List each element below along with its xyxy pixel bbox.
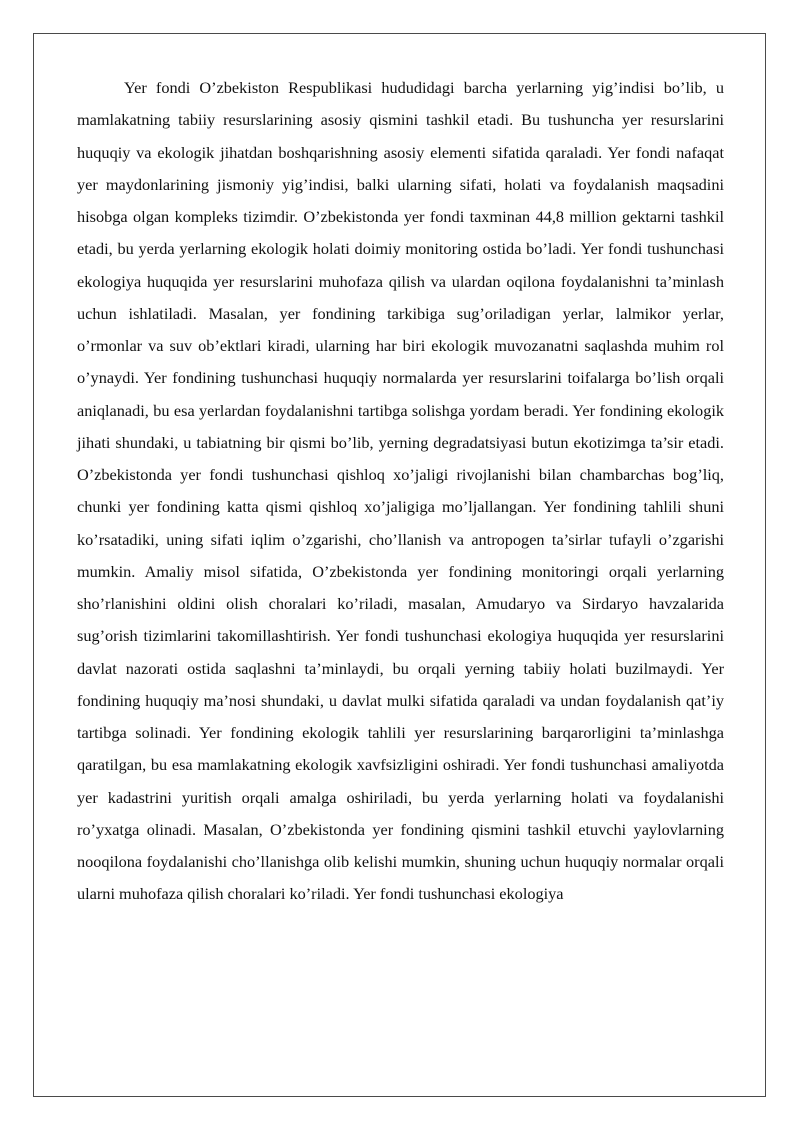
body-paragraph: Yer fondi O’zbekiston Respublikasi hududidagi barcha yerlarning yig’indisi bo’lib, u mamlakatning tabiiy resurslarining asosiy qismini tashkil etadi. Bu tushuncha yer resurslarini huquqiy va ekologik jihatdan boshqarishning asosiy elementi sifatida qaraladi. Yer fondi nafaqat yer maydonlarining jismoniy yig’indisi, balki ularning sifati, holati va foydalanish maqsadini hisobga olgan kompleks tizimdir. O’zbekistonda yer fondi taxminan 44,8 million gektarni tashkil etadi, bu yerda yerlarning ekologik holati doimiy monitoring ostida bo’ladi. Yer fondi tushunchasi ekologiya huquqida yer resurslarini muhofaza qilish va ulardan oqilona foydalanishni ta’minlash uchun ishlatiladi. Masalan, yer fondining tarkibiga sug’oriladigan yerlar, lalmikor yerlar, o’rmonlar va suv ob’ektlari kiradi, ularning har biri ekologik muvozanatni saqlashda muhim rol o’ynaydi. Yer fondining tushunchasi huquqiy normalarda yer resurslarini toifalarga bo’lish orqali aniqlanadi, bu esa yerlardan foydalanishni tartibga solishga yordam beradi. Yer fondining ekologik jihati shundaki, u tabiatning bir qismi bo’lib, yerning degradatsiyasi butun ekotizimga ta’sir etadi. O’zbekistonda yer fondi tushunchasi qishloq xo’jaligi rivojlanishi bilan chambarchas bog’liq, chunki yer fondining katta qismi qishloq xo’jaligiga mo’ljallangan. Yer fondining tahlili shuni ko’rsatadiki, uning sifati iqlim o’zgarishi, cho’llanish va antropogen ta’sirlar tufayli o’zgarishi mumkin. Amaliy misol sifatida, O’zbekistonda yer fondining monitoringi orqali yerlarning sho’rlanishini oldini olish choralari ko’riladi, masalan, Amudaryo va Sirdaryo havzalarida sug’orish tizimlarini takomillashtirish. Yer fondi tushunchasi ekologiya huquqida yer resurslarini davlat nazorati ostida saqlashni ta’minlaydi, bu orqali yerning tabiiy holati buzilmaydi. Yer fondining huquqiy ma’nosi shundaki, u davlat mulki sifatida qaraladi va undan foydalanish qat’iy tartibga solinadi. Yer fondining ekologik tahlili yer resurslarining barqarorligini ta’minlashga qaratilgan, bu esa mamlakatning ekologik xavfsizligini oshiradi. Yer fondi tushunchasi amaliyotda yer kadastrini yuritish orqali amalga oshiriladi, bu yerda yerlarning holati va foydalanishi ro’yxatga olinadi. Masalan, O’zbekistonda yer fondining qismini tashkil etuvchi yaylovlarning nooqilona foydalanishi cho’llanishga olib kelishi mumkin, shuning uchun huquqiy normalar orqali ularni muhofaza qilish choralari ko’riladi. Yer fondi tushunchasi ekologiya — [77, 78, 724, 904]
